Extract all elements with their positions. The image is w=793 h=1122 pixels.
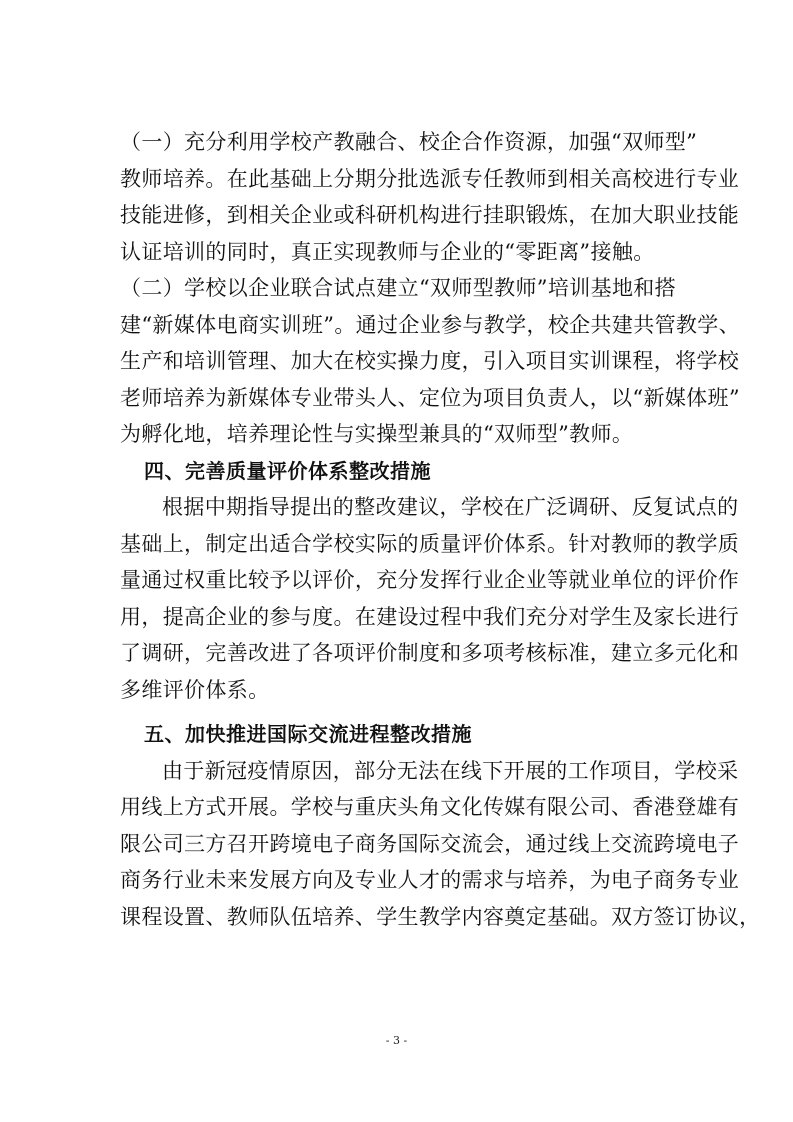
text-line: 技能进修，到相关企业或科研机构进行挂职锻炼，在加大职业技能 xyxy=(120,203,740,227)
text-line: （二）学校以企业联合试点建立“双师型教师”培训基地和搭 xyxy=(120,276,676,300)
text-line: 限公司三方召开跨境电子商务国际交流会，通过线上交流跨境电子 xyxy=(120,831,740,856)
text-line: 生产和培训管理、加大在校实操力度，引入项目实训课程，将学校 xyxy=(120,349,740,373)
text-line: 量通过权重比较予以评价，充分发挥行业企业等就业单位的评价作 xyxy=(120,568,740,592)
text-line: 多维评价体系。 xyxy=(120,677,270,702)
text-line: 用，提高企业的参与度。在建设过程中我们充分对学生及家长进行 xyxy=(120,604,740,629)
text-line: 课程设置、教师队伍培养、学生教学内容奠定基础。双方签订协议， xyxy=(120,904,761,929)
paragraph-training-base xyxy=(120,270,740,453)
section-heading-quality-evaluation: 四、完善质量评价体系整改措施 xyxy=(144,458,431,483)
text-line: 老师培养为新媒体专业带头人、定位为项目负责人，以“新媒体班” xyxy=(120,385,740,410)
text-line: 根据中期指导提出的整改建议，学校在广泛调研、反复试点的 xyxy=(162,495,739,519)
section-heading-international-exchange: 五、加快推进国际交流进程整改措施 xyxy=(144,722,472,746)
text-line: 用线上方式开展。学校与重庆头角文化传媒有限公司、香港登雄有 xyxy=(120,795,740,819)
paragraph-teacher-training xyxy=(120,124,740,270)
paragraph-international-exchange xyxy=(120,753,761,936)
text-line: 了调研，完善改进了各项评价制度和多项考核标准，建立多元化和 xyxy=(120,641,740,665)
text-line: 教师培养。在此基础上分期分批选派专任教师到相关高校进行专业 xyxy=(120,166,740,191)
text-line: 基础上，制定出适合学校实际的质量评价体系。针对教师的教学质 xyxy=(120,531,740,556)
text-line: （一）充分利用学校产教融合、校企合作资源，加强“双师型” xyxy=(120,130,698,154)
text-line: 商务行业未来发展方向及专业人才的需求与培养，为电子商务专业 xyxy=(120,868,740,892)
text-line: 为孵化地，培养理论性与实操型兼具的“双师型”教师。 xyxy=(120,422,634,446)
text-line: 建“新媒体电商实训班”。通过企业参与教学，校企共建共管教学、 xyxy=(120,312,740,337)
document-body xyxy=(120,124,761,935)
text-line: 认证培训的同时，真正实现教师与企业的“零距离”接触。 xyxy=(120,239,655,264)
paragraph-quality-evaluation xyxy=(120,489,740,708)
page-number: - 3 - xyxy=(385,1034,408,1047)
text-line: 由于新冠疫情原因，部分无法在线下开展的工作项目，学校采 xyxy=(162,758,739,783)
